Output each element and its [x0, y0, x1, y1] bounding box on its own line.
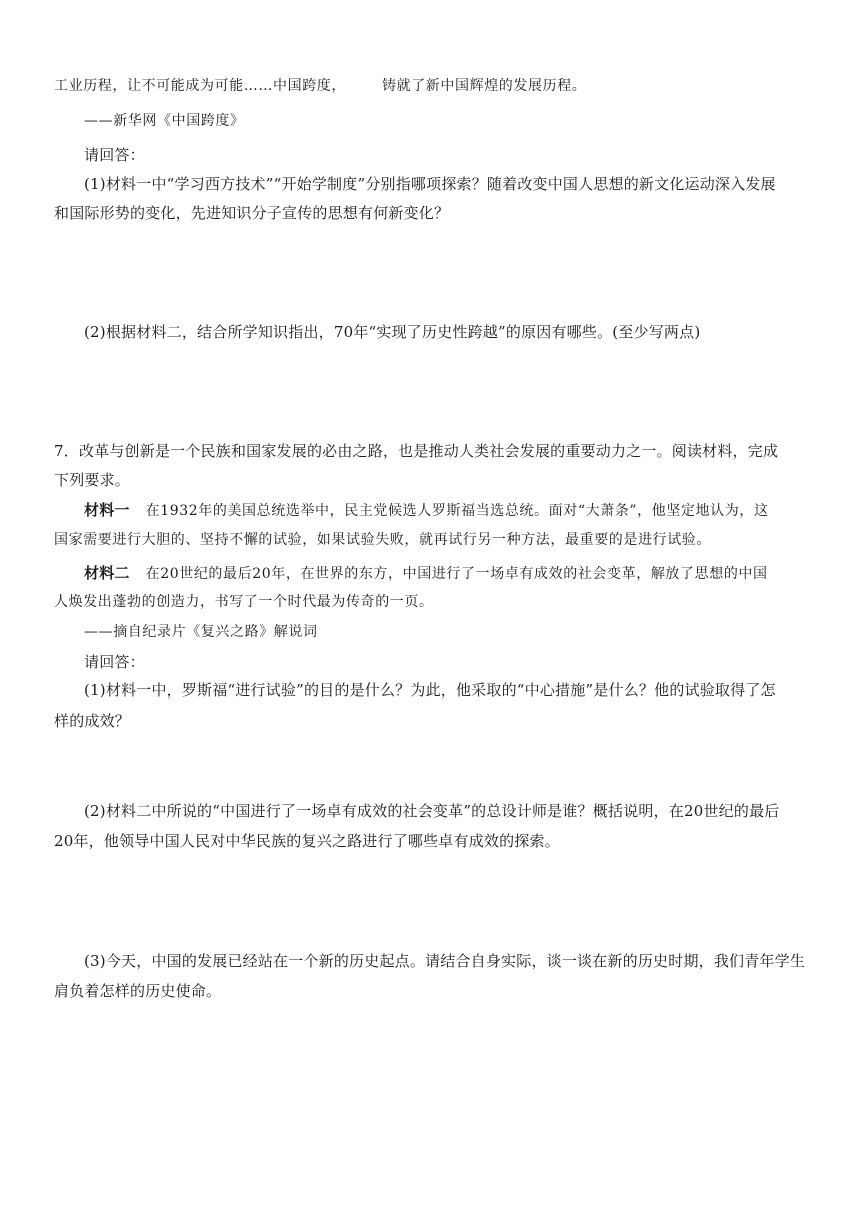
material-text-part2: 铸就了新中国辉煌的发展历程。 — [382, 78, 587, 94]
question-7-part-1-line-2: 样的成效？ — [54, 712, 131, 730]
material-2-line-1 — [84, 563, 810, 584]
material-2-line-2: 人焕发出蓬勃的创造力，书写了一个时代最为传奇的一页。 — [54, 594, 434, 610]
answer-prompt: 请回答： — [84, 146, 145, 164]
material-text-part1: 工业历程，让不可能成为可能……中国跨度， — [54, 78, 346, 94]
material-2-label: 材料二 — [84, 564, 130, 582]
question-6-part-2: (2)根据材料二，结合所学知识指出，70年“实现了历史性跨越”的原因有哪些。(至少写两点) — [84, 323, 701, 341]
question-7-part-3-line-2: 肩负着怎样的历史使命。 — [54, 982, 222, 1000]
material-1-line-1 — [84, 500, 810, 521]
material-1-label: 材料一 — [84, 501, 130, 519]
answer-prompt: 请回答： — [84, 653, 145, 671]
material-source: ——新华网《中国跨度》 — [84, 113, 245, 129]
material-2-source: ——摘自纪录片《复兴之路》解说词 — [84, 624, 318, 640]
question-7-part-3-line-1: (3)今天，中国的发展已经站在一个新的历史起点。请结合自身实际，谈一谈在新的历史时期，我们青年学生 — [84, 952, 806, 970]
material-2-text: 在20世纪的最后20年，在世界的东方，中国进行了一场卓有成效的社会变革，解放了思想的中国 — [145, 566, 768, 582]
question-7-part-2-line-2: 20年，他领导中国人民对中华民族的复兴之路进行了哪些卓有成效的探索。 — [54, 832, 560, 850]
material-1-line-2: 国家需要进行大胆的、坚持不懈的试验，如果试验失败，就再试行另一种方法，最重要的是进行试验。 — [54, 532, 711, 548]
question-7-part-1-line-1: (1)材料一中，罗斯福“进行试验”的目的是什么？为此，他采取的“中心措施”是什么？他的试验取得了怎 — [84, 681, 776, 699]
material-1-text: 在1932年的美国总统选举中，民主党候选人罗斯福当选总统。面对“大萧条”，他坚定地认为，这 — [145, 503, 769, 519]
question-7-stem-line-1: 7．改革与创新是一个民族和国家发展的必由之路，也是推动人类社会发展的重要动力之一。阅读材料，完成 — [54, 442, 779, 460]
question-6-part-1-line-1: (1)材料一中“学习西方技术”“开始学制度”分别指哪项探索？随着改变中国人思想的新文化运动深入发展 — [84, 175, 776, 193]
question-6-part-1-line-2: 和国际形势的变化，先进知识分子宣传的思想有何新变化？ — [54, 204, 450, 222]
question-7-stem-line-2: 下列要求。 — [54, 471, 131, 489]
question-7-part-2-line-1: (2)材料二中所说的“中国进行了一场卓有成效的社会变革”的总设计师是谁？概括说明，在20世纪的最后 — [84, 802, 780, 820]
material-continuation-line — [54, 76, 810, 96]
